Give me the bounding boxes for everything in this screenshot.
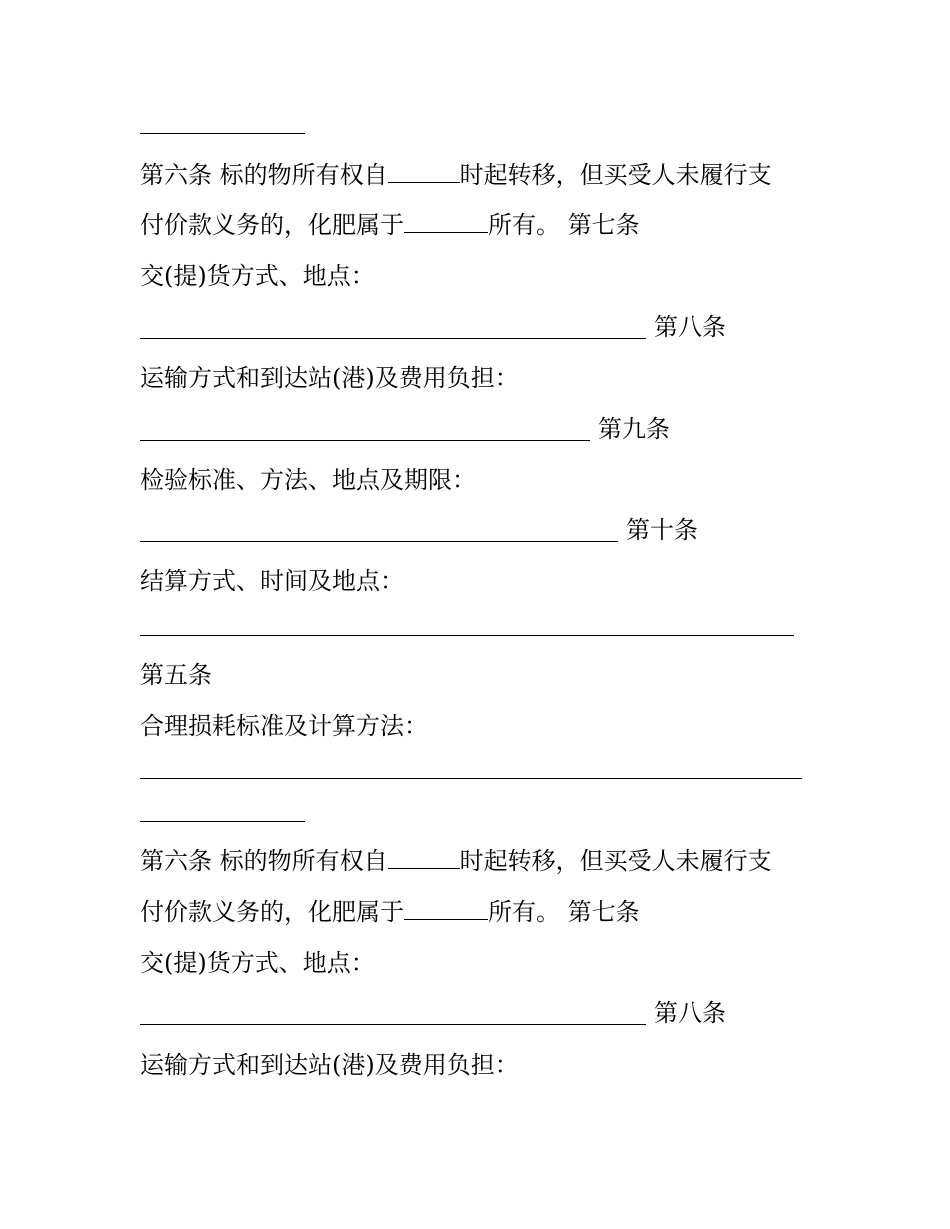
article-6-line-2 — [140, 210, 640, 240]
article-8-heading: 第八条 — [654, 313, 726, 341]
text-segment: 时起转移，但买受人未履行支 — [459, 847, 772, 875]
article-10-heading: 第十条 — [626, 516, 698, 544]
loss-standard-label: 合理损耗标准及计算方法： — [140, 712, 428, 740]
fill-blank[interactable] — [388, 160, 460, 183]
fill-blank[interactable] — [140, 778, 802, 779]
article-6-line-1 — [140, 846, 772, 876]
text-segment: 第六条 标的物所有权自 — [140, 161, 388, 189]
text-segment: 第六条 标的物所有权自 — [140, 847, 388, 875]
article-6-line-1 — [140, 160, 772, 190]
fill-blank[interactable] — [140, 541, 618, 542]
article-9-heading: 第九条 — [598, 415, 670, 443]
transport-label: 运输方式和到达站(港)及费用负担： — [140, 364, 519, 392]
text-segment: 所有。 第七条 — [488, 211, 640, 239]
text-segment: 时起转移，但买受人未履行支 — [459, 161, 772, 189]
fill-blank[interactable] — [140, 133, 305, 134]
fill-blank[interactable] — [388, 846, 460, 869]
transport-label: 运输方式和到达站(港)及费用负担： — [140, 1051, 519, 1079]
article-5-heading: 第五条 — [140, 661, 212, 689]
inspection-label: 检验标准、方法、地点及期限： — [140, 466, 476, 494]
text-segment: 付价款义务的，化肥属于 — [140, 211, 404, 239]
settlement-label: 结算方式、时间及地点： — [140, 567, 404, 595]
text-segment: 付价款义务的，化肥属于 — [140, 898, 404, 926]
fill-blank[interactable] — [140, 635, 794, 636]
text-segment: 所有。 第七条 — [488, 898, 640, 926]
fill-blank[interactable] — [140, 821, 305, 822]
article-6-line-2 — [140, 897, 640, 927]
delivery-method-label: 交(提)货方式、地点： — [140, 949, 375, 977]
delivery-method-label: 交(提)货方式、地点： — [140, 262, 375, 290]
fill-blank[interactable] — [404, 897, 488, 920]
fill-blank[interactable] — [140, 338, 646, 339]
fill-blank[interactable] — [404, 210, 488, 233]
article-8-heading: 第八条 — [654, 999, 726, 1027]
fill-blank[interactable] — [140, 440, 590, 441]
fill-blank[interactable] — [140, 1024, 646, 1025]
